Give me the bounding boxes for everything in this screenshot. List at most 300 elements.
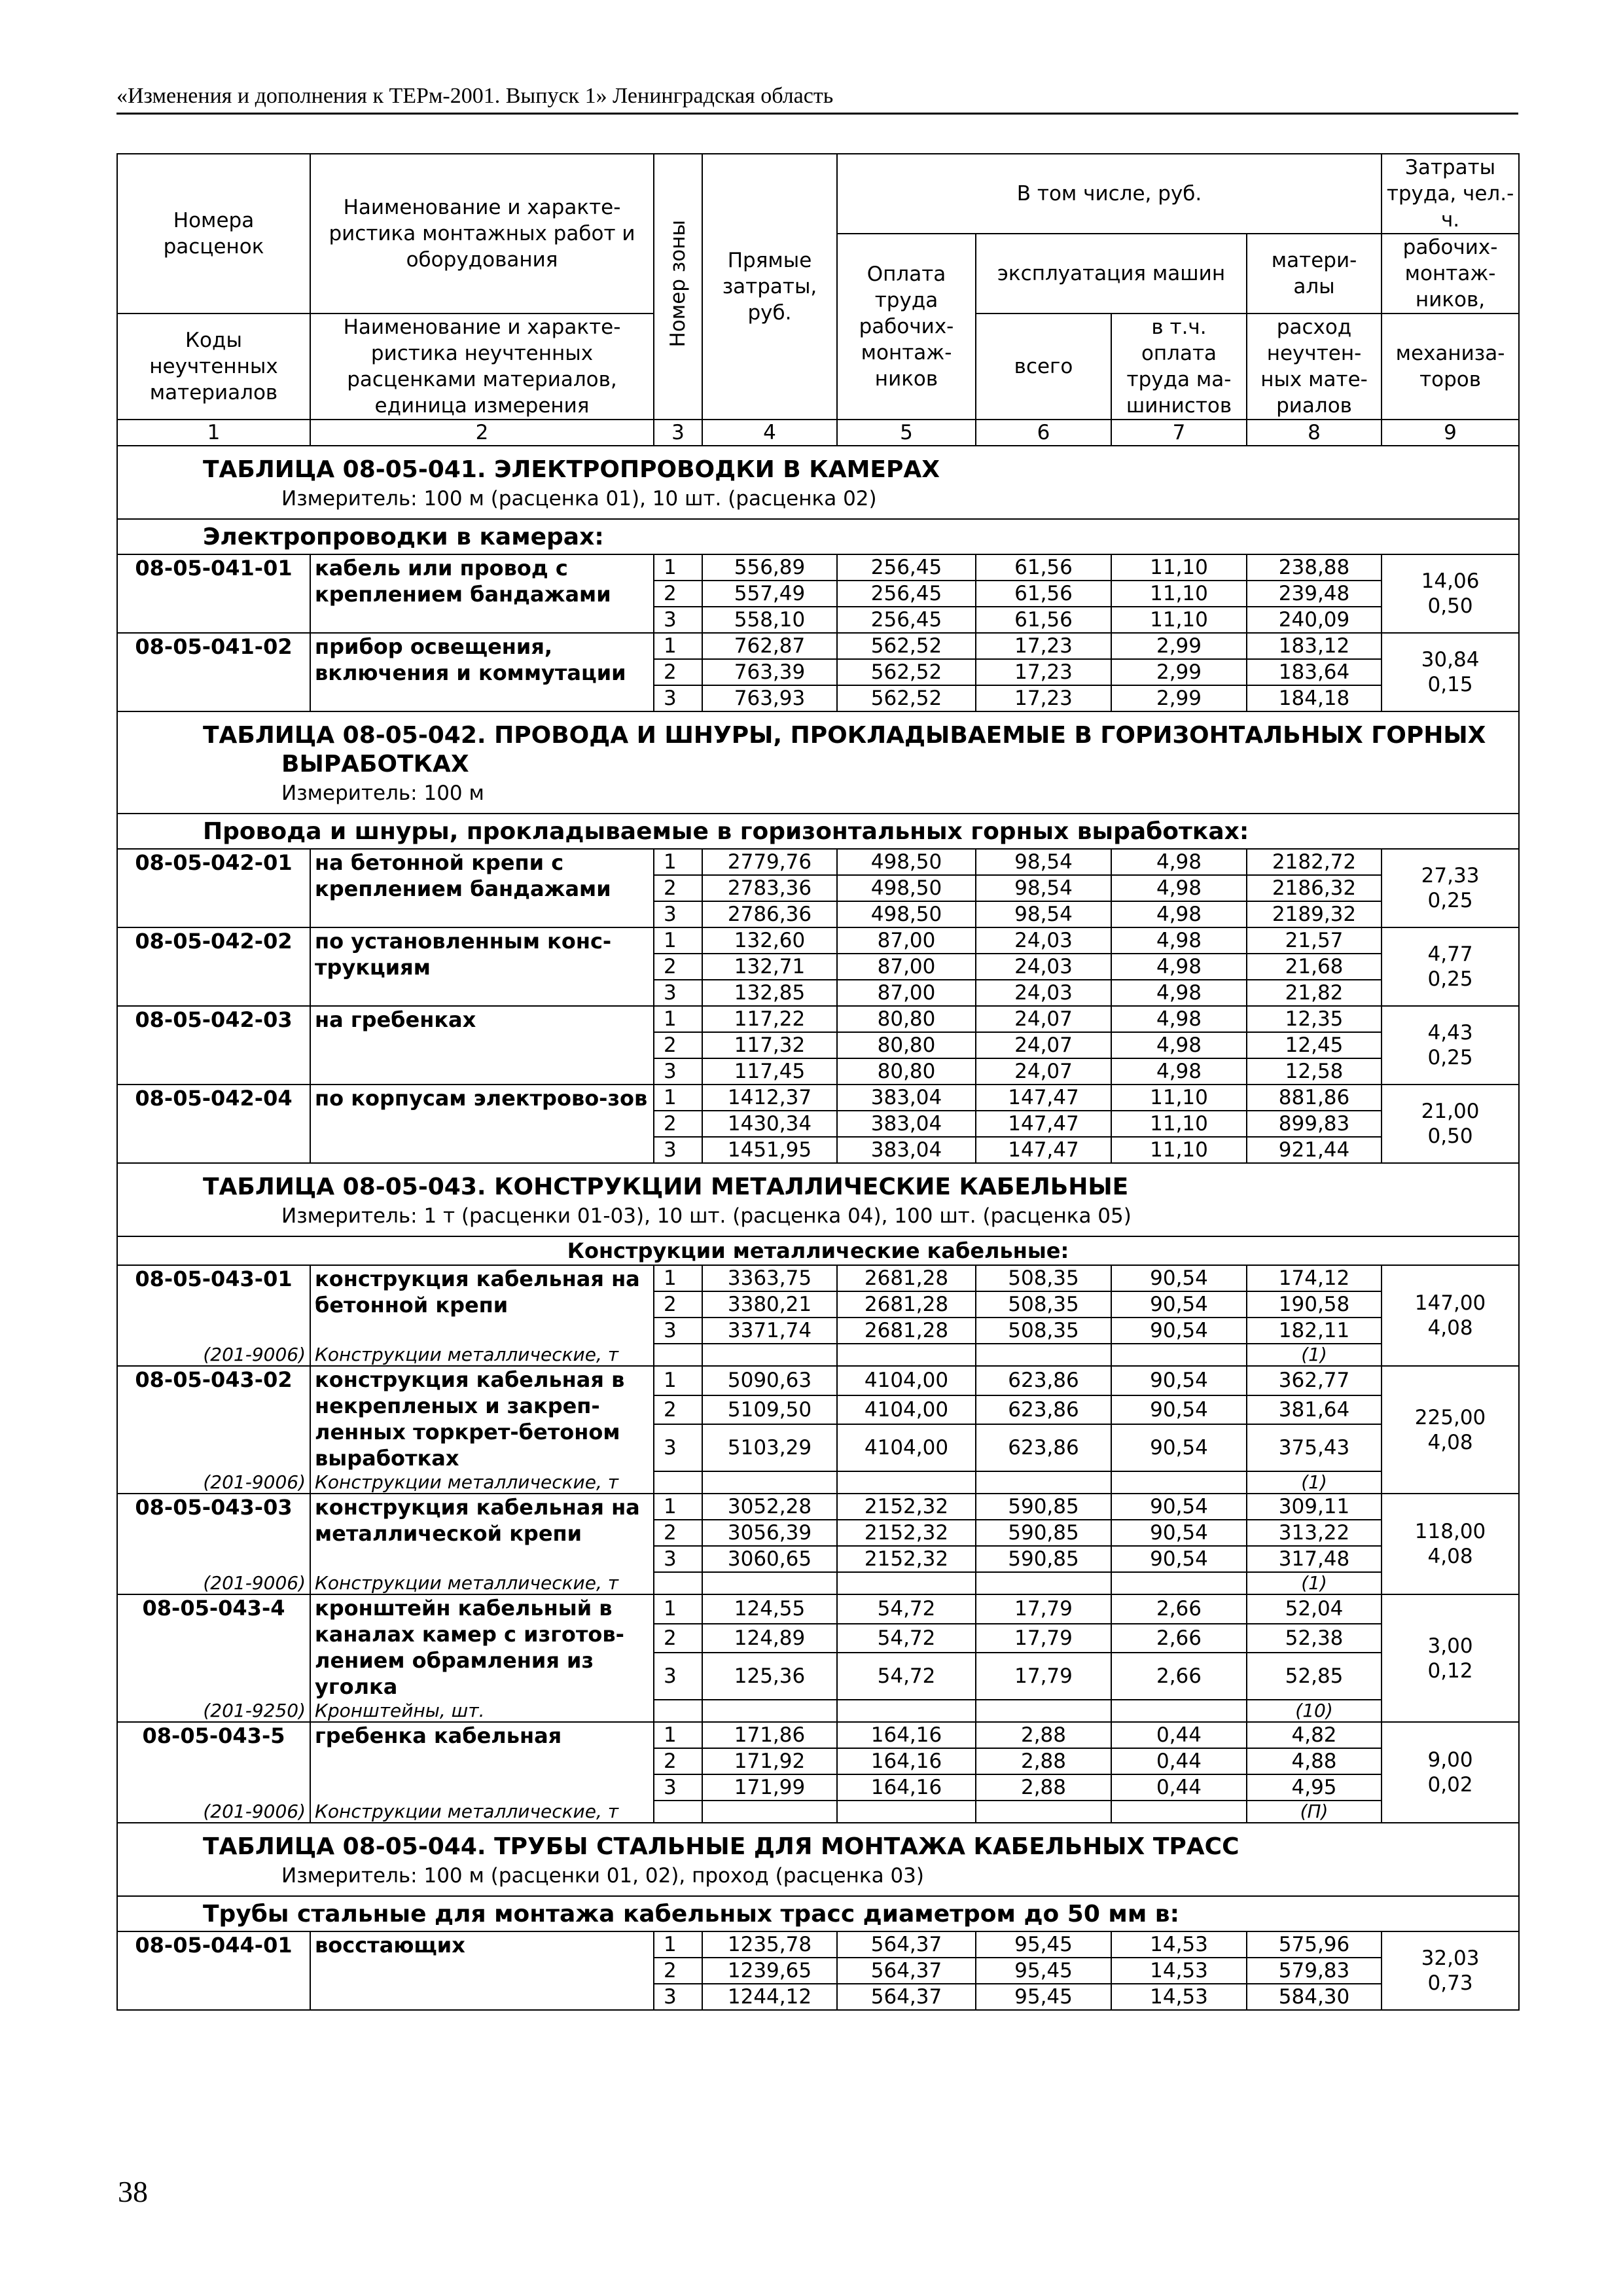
rate-code: 08-05-041-02 [117, 633, 310, 711]
machinist-pay-value: 2,99 [1111, 633, 1247, 659]
materials-value: 184,18 [1247, 685, 1382, 711]
zone-number: 1 [654, 1366, 702, 1395]
table-row [117, 927, 1519, 954]
zone-number: 3 [654, 980, 702, 1006]
material-empty-cell [837, 1801, 976, 1823]
zone-number: 2 [654, 1395, 702, 1425]
work-name: кабель или провод с креплением бандажами [310, 554, 654, 633]
worker-pay-value: 562,52 [837, 659, 976, 685]
machines-total-value: 95,45 [976, 1984, 1111, 2010]
machines-total-value: 623,86 [976, 1366, 1111, 1395]
header-installers: рабочих-монтаж-ников, [1382, 234, 1519, 314]
material-empty-cell [702, 1801, 837, 1823]
labor-operators: 0,25 [1427, 1046, 1473, 1069]
materials-value: 21,82 [1247, 980, 1382, 1006]
header-worker-pay: Оплата труда рабочих-монтаж-ников [837, 234, 976, 420]
zone-number: 3 [654, 1424, 702, 1471]
machinist-pay-value: 0,44 [1111, 1722, 1247, 1748]
labor-installers: 147,00 [1414, 1291, 1486, 1315]
worker-pay-value: 498,50 [837, 849, 976, 875]
section-measure: Измеритель: 100 м (расценка 01), 10 шт. (расценка 02) [117, 486, 1519, 519]
machines-total-value: 590,85 [976, 1546, 1111, 1572]
worker-pay-value: 87,00 [837, 927, 976, 954]
machinist-pay-value: 14,53 [1111, 1958, 1247, 1984]
worker-pay-value: 4104,00 [837, 1366, 976, 1395]
worker-pay-value: 2681,28 [837, 1318, 976, 1344]
direct-costs-value: 3363,75 [702, 1265, 837, 1291]
material-name: Кронштейны, шт. [310, 1700, 654, 1722]
zone-number: 2 [654, 875, 702, 901]
header-including: В том числе, руб. [837, 154, 1382, 234]
machinist-pay-value: 2,99 [1111, 659, 1247, 685]
table-row [117, 1265, 1519, 1291]
direct-costs-value: 3060,65 [702, 1546, 837, 1572]
rates-table [116, 153, 1520, 2011]
labor-installers: 30,84 [1421, 648, 1480, 672]
material-empty-cell [837, 1471, 976, 1494]
labor-operators: 0,50 [1427, 1124, 1473, 1148]
materials-value: 2189,32 [1247, 901, 1382, 927]
zone-number: 1 [654, 1722, 702, 1748]
zone-number: 3 [654, 901, 702, 927]
materials-value: 899,83 [1247, 1111, 1382, 1137]
direct-costs-value: 5109,50 [702, 1395, 837, 1425]
zone-number: 3 [654, 1984, 702, 2010]
zone-number: 3 [654, 1546, 702, 1572]
section-subtitle: Конструкции металлические кабельные: [117, 1236, 1519, 1265]
machines-total-value: 24,07 [976, 1006, 1111, 1032]
worker-pay-value: 256,45 [837, 554, 976, 581]
material-name: Конструкции металлические, т [310, 1344, 654, 1366]
worker-pay-value: 164,16 [837, 1774, 976, 1801]
machinist-pay-value: 2,99 [1111, 685, 1247, 711]
work-name: на гребенках [310, 1006, 654, 1085]
machines-total-value: 24,03 [976, 954, 1111, 980]
rate-code: 08-05-043-01 [117, 1265, 310, 1344]
table-row [117, 1594, 1519, 1624]
material-quantity: (1) [1247, 1471, 1382, 1494]
machinist-pay-value: 14,53 [1111, 1984, 1247, 2010]
materials-value: 4,88 [1247, 1748, 1382, 1774]
material-row [117, 1344, 1519, 1366]
labor-operators: 0,15 [1427, 673, 1473, 696]
zone-number: 1 [654, 927, 702, 954]
direct-costs-value: 171,92 [702, 1748, 837, 1774]
direct-costs-value: 117,32 [702, 1032, 837, 1058]
header-machine-operators: механиза-торов [1382, 314, 1519, 420]
materials-value: 21,57 [1247, 927, 1382, 954]
header-direct-costs: Прямые затраты, руб. [702, 154, 837, 420]
machinist-pay-value: 11,10 [1111, 581, 1247, 607]
material-name: Конструкции металлические, т [310, 1471, 654, 1494]
machines-total-value: 98,54 [976, 849, 1111, 875]
direct-costs-value: 132,85 [702, 980, 837, 1006]
page-number: 38 [118, 2175, 148, 2208]
header-material-codes: Коды неучтенных материалов [117, 314, 310, 420]
worker-pay-value: 54,72 [837, 1653, 976, 1700]
materials-value: 174,12 [1247, 1265, 1382, 1291]
zone-number: 3 [654, 1058, 702, 1085]
direct-costs-value: 763,39 [702, 659, 837, 685]
header-labor-costs: Затраты труда, чел.-ч. [1382, 154, 1519, 234]
materials-value: 317,48 [1247, 1546, 1382, 1572]
labor-installers: 14,06 [1421, 569, 1480, 593]
section-measure: Измеритель: 100 м (расценки 01, 02), проход (расценка 03) [117, 1863, 1519, 1896]
materials-value: 238,88 [1247, 554, 1382, 581]
direct-costs-value: 1239,65 [702, 1958, 837, 1984]
machines-total-value: 98,54 [976, 901, 1111, 927]
table-row [117, 1085, 1519, 1111]
zone-number: 1 [654, 1494, 702, 1520]
labor-installers: 9,00 [1427, 1748, 1473, 1772]
labor-installers: 3,00 [1427, 1634, 1473, 1658]
material-empty-cell [1111, 1801, 1247, 1823]
zone-number: 3 [654, 685, 702, 711]
machines-total-value: 147,47 [976, 1137, 1111, 1163]
table-row [117, 1494, 1519, 1520]
machinist-pay-value: 90,54 [1111, 1366, 1247, 1395]
material-row [117, 1572, 1519, 1594]
zone-number: 2 [654, 1291, 702, 1318]
labor-operators: 4,08 [1427, 1430, 1473, 1454]
worker-pay-value: 256,45 [837, 607, 976, 633]
machines-total-value: 508,35 [976, 1265, 1111, 1291]
materials-value: 182,11 [1247, 1318, 1382, 1344]
material-quantity: (1) [1247, 1572, 1382, 1594]
material-empty-cell [654, 1572, 702, 1594]
machines-total-value: 17,23 [976, 685, 1111, 711]
machinist-pay-value: 11,10 [1111, 607, 1247, 633]
worker-pay-value: 4104,00 [837, 1424, 976, 1471]
direct-costs-value: 2779,76 [702, 849, 837, 875]
machinist-pay-value: 4,98 [1111, 980, 1247, 1006]
worker-pay-value: 54,72 [837, 1624, 976, 1653]
work-name: прибор освещения, включения и коммутации [310, 633, 654, 711]
labor-value [1382, 554, 1519, 633]
material-name: Конструкции металлические, т [310, 1801, 654, 1823]
machines-total-value: 17,79 [976, 1624, 1111, 1653]
header-machine-operation: эксплуатация машин [976, 234, 1247, 314]
worker-pay-value: 564,37 [837, 1958, 976, 1984]
zone-number: 2 [654, 659, 702, 685]
material-code: (201-9250) [117, 1700, 310, 1722]
machines-total-value: 61,56 [976, 581, 1111, 607]
material-row [117, 1700, 1519, 1722]
material-empty-cell [702, 1344, 837, 1366]
worker-pay-value: 498,50 [837, 901, 976, 927]
material-quantity: (П) [1247, 1801, 1382, 1823]
worker-pay-value: 164,16 [837, 1748, 976, 1774]
materials-value: 921,44 [1247, 1137, 1382, 1163]
worker-pay-value: 564,37 [837, 1931, 976, 1958]
labor-value [1382, 1722, 1519, 1823]
table-row [117, 1931, 1519, 1958]
rate-code: 08-05-041-01 [117, 554, 310, 633]
machinist-pay-value: 90,54 [1111, 1318, 1247, 1344]
labor-installers: 4,77 [1427, 942, 1473, 966]
worker-pay-value: 562,52 [837, 633, 976, 659]
worker-pay-value: 256,45 [837, 581, 976, 607]
machines-total-value: 508,35 [976, 1318, 1111, 1344]
table-row [117, 849, 1519, 875]
direct-costs-value: 3380,21 [702, 1291, 837, 1318]
material-empty-cell [976, 1572, 1111, 1594]
zone-number: 1 [654, 849, 702, 875]
labor-operators: 0,02 [1427, 1773, 1473, 1797]
material-empty-cell [837, 1344, 976, 1366]
work-name: гребенка кабельная [310, 1722, 654, 1801]
header-zone-number: Номер зоны [654, 154, 702, 420]
direct-costs-value: 3052,28 [702, 1494, 837, 1520]
worker-pay-value: 2681,28 [837, 1265, 976, 1291]
machines-total-value: 24,03 [976, 927, 1111, 954]
table-row [117, 1366, 1519, 1395]
materials-value: 52,38 [1247, 1624, 1382, 1653]
labor-installers: 118,00 [1414, 1520, 1486, 1543]
machines-total-value: 623,86 [976, 1424, 1111, 1471]
work-name: кронштейн кабельный в каналах камер с изготов-лением обрамления из уголка [310, 1594, 654, 1700]
materials-value: 183,12 [1247, 633, 1382, 659]
labor-operators: 0,12 [1427, 1659, 1473, 1683]
section-measure: Измеритель: 100 м [117, 780, 1519, 814]
material-row [117, 1471, 1519, 1494]
material-empty-cell [702, 1700, 837, 1722]
machinist-pay-value: 11,10 [1111, 554, 1247, 581]
machinist-pay-value: 4,98 [1111, 849, 1247, 875]
machinist-pay-value: 90,54 [1111, 1546, 1247, 1572]
material-empty-cell [837, 1572, 976, 1594]
material-empty-cell [976, 1344, 1111, 1366]
machines-total-value: 2,88 [976, 1774, 1111, 1801]
work-name: конструкция кабельная на бетонной крепи [310, 1265, 654, 1344]
rate-code: 08-05-044-01 [117, 1931, 310, 2010]
direct-costs-value: 117,22 [702, 1006, 837, 1032]
header-material-consumption: расход неучтен-ных мате-риалов [1247, 314, 1382, 420]
direct-costs-value: 1235,78 [702, 1931, 837, 1958]
work-name: на бетонной крепи с креплением бандажами [310, 849, 654, 927]
machines-total-value: 147,47 [976, 1085, 1111, 1111]
zone-number: 2 [654, 1624, 702, 1653]
materials-value: 12,45 [1247, 1032, 1382, 1058]
materials-value: 2182,72 [1247, 849, 1382, 875]
work-name: по установленным конс-трукциям [310, 927, 654, 1006]
rate-code: 08-05-042-04 [117, 1085, 310, 1163]
direct-costs-value: 558,10 [702, 607, 837, 633]
machinist-pay-value: 90,54 [1111, 1520, 1247, 1546]
direct-costs-value: 557,49 [702, 581, 837, 607]
direct-costs-value: 763,93 [702, 685, 837, 711]
labor-installers: 225,00 [1414, 1405, 1486, 1429]
direct-costs-value: 124,55 [702, 1594, 837, 1624]
materials-value: 575,96 [1247, 1931, 1382, 1958]
machinist-pay-value: 2,66 [1111, 1624, 1247, 1653]
zone-number: 3 [654, 1653, 702, 1700]
direct-costs-value: 117,45 [702, 1058, 837, 1085]
machinist-pay-value: 90,54 [1111, 1265, 1247, 1291]
materials-value: 579,83 [1247, 1958, 1382, 1984]
labor-value [1382, 1366, 1519, 1494]
zone-number: 1 [654, 1265, 702, 1291]
worker-pay-value: 87,00 [837, 980, 976, 1006]
machinist-pay-value: 4,98 [1111, 1032, 1247, 1058]
material-empty-cell [976, 1700, 1111, 1722]
direct-costs-value: 1451,95 [702, 1137, 837, 1163]
worker-pay-value: 562,52 [837, 685, 976, 711]
zone-number: 3 [654, 1318, 702, 1344]
material-empty-cell [1111, 1700, 1247, 1722]
direct-costs-value: 1412,37 [702, 1085, 837, 1111]
worker-pay-value: 87,00 [837, 954, 976, 980]
rate-code: 08-05-043-02 [117, 1366, 310, 1471]
machines-total-value: 61,56 [976, 554, 1111, 581]
machines-total-value: 95,45 [976, 1931, 1111, 1958]
labor-value [1382, 1006, 1519, 1085]
direct-costs-value: 3371,74 [702, 1318, 837, 1344]
worker-pay-value: 2152,32 [837, 1520, 976, 1546]
labor-operators: 4,08 [1427, 1545, 1473, 1568]
machinist-pay-value: 90,54 [1111, 1494, 1247, 1520]
material-code: (201-9006) [117, 1344, 310, 1366]
machinist-pay-value: 4,98 [1111, 1006, 1247, 1032]
machines-total-value: 24,03 [976, 980, 1111, 1006]
machines-total-value: 2,88 [976, 1748, 1111, 1774]
direct-costs-value: 556,89 [702, 554, 837, 581]
header-machines-total: всего [976, 314, 1111, 420]
material-empty-cell [654, 1344, 702, 1366]
material-empty-cell [837, 1700, 976, 1722]
materials-value: 309,11 [1247, 1494, 1382, 1520]
material-empty-cell [654, 1700, 702, 1722]
machines-total-value: 623,86 [976, 1395, 1111, 1425]
material-quantity: (10) [1247, 1700, 1382, 1722]
labor-installers: 4,43 [1427, 1021, 1473, 1045]
machinist-pay-value: 90,54 [1111, 1291, 1247, 1318]
price-table [116, 153, 1518, 2011]
machines-total-value: 17,23 [976, 659, 1111, 685]
section-subtitle: Трубы стальные для монтажа кабельных трасс диаметром до 50 мм в: [117, 1896, 1519, 1931]
materials-value: 381,64 [1247, 1395, 1382, 1425]
section-title: ТАБЛИЦА 08-05-041. ЭЛЕКТРОПРОВОДКИ В КАМЕРАХ [117, 446, 1519, 486]
machines-total-value: 17,23 [976, 633, 1111, 659]
worker-pay-value: 80,80 [837, 1058, 976, 1085]
work-name: конструкция кабельная в некрепленых и закреп-ленных торкрет-бетоном выработках [310, 1366, 654, 1471]
running-head: «Изменения и дополнения к ТЕРм-2001. Выпуск 1» Ленинградская область [116, 84, 1518, 115]
labor-value [1382, 1494, 1519, 1594]
materials-value: 4,95 [1247, 1774, 1382, 1801]
material-empty-cell [702, 1471, 837, 1494]
zone-number: 1 [654, 1931, 702, 1958]
zone-number: 2 [654, 1958, 702, 1984]
worker-pay-value: 564,37 [837, 1984, 976, 2010]
direct-costs-value: 762,87 [702, 633, 837, 659]
labor-value [1382, 927, 1519, 1006]
rate-code: 08-05-043-03 [117, 1494, 310, 1572]
direct-costs-value: 1244,12 [702, 1984, 837, 2010]
materials-value: 362,77 [1247, 1366, 1382, 1395]
material-empty-cell [1111, 1471, 1247, 1494]
rate-code: 08-05-042-02 [117, 927, 310, 1006]
materials-value: 240,09 [1247, 607, 1382, 633]
materials-value: 183,64 [1247, 659, 1382, 685]
section-title: ТАБЛИЦА 08-05-044. ТРУБЫ СТАЛЬНЫЕ ДЛЯ МОНТАЖА КАБЕЛЬНЫХ ТРАСС [117, 1823, 1519, 1863]
zone-number: 2 [654, 1520, 702, 1546]
machinist-pay-value: 0,44 [1111, 1748, 1247, 1774]
labor-operators: 0,25 [1427, 967, 1473, 991]
section-subtitle: Провода и шнуры, прокладываемые в горизонтальных горных выработках: [117, 814, 1519, 849]
worker-pay-value: 164,16 [837, 1722, 976, 1748]
zone-number: 1 [654, 1594, 702, 1624]
materials-value: 584,30 [1247, 1984, 1382, 2010]
direct-costs-value: 125,36 [702, 1653, 837, 1700]
work-name: по корпусам электрово-зов [310, 1085, 654, 1163]
machines-total-value: 61,56 [976, 607, 1111, 633]
header-materials: матери-алы [1247, 234, 1382, 314]
material-name: Конструкции металлические, т [310, 1572, 654, 1594]
material-code: (201-9006) [117, 1471, 310, 1494]
labor-value [1382, 633, 1519, 711]
section-title: ТАБЛИЦА 08-05-042. ПРОВОДА И ШНУРЫ, ПРОКЛАДЫВАЕМЫЕ В ГОРИЗОНТАЛЬНЫХ ГОРНЫХ ВЫРАБОТКАХ [117, 711, 1519, 780]
labor-installers: 21,00 [1421, 1100, 1480, 1123]
materials-value: 239,48 [1247, 581, 1382, 607]
material-row [117, 1801, 1519, 1823]
labor-installers: 27,33 [1421, 864, 1480, 888]
direct-costs-value: 5090,63 [702, 1366, 837, 1395]
materials-value: 52,04 [1247, 1594, 1382, 1624]
materials-value: 2186,32 [1247, 875, 1382, 901]
materials-value: 21,68 [1247, 954, 1382, 980]
materials-value: 375,43 [1247, 1424, 1382, 1471]
zone-number: 1 [654, 1085, 702, 1111]
zone-number: 3 [654, 1137, 702, 1163]
material-empty-cell [976, 1471, 1111, 1494]
table-row [117, 1722, 1519, 1748]
worker-pay-value: 498,50 [837, 875, 976, 901]
zone-number: 2 [654, 1032, 702, 1058]
materials-value: 52,85 [1247, 1653, 1382, 1700]
rate-code: 08-05-042-01 [117, 849, 310, 927]
materials-value: 12,58 [1247, 1058, 1382, 1085]
table-row [117, 554, 1519, 581]
machinist-pay-value: 4,98 [1111, 954, 1247, 980]
table-row [117, 633, 1519, 659]
labor-value [1382, 1931, 1519, 2010]
machines-total-value: 147,47 [976, 1111, 1111, 1137]
material-empty-cell [976, 1801, 1111, 1823]
zone-number: 1 [654, 1006, 702, 1032]
machinist-pay-value: 90,54 [1111, 1424, 1247, 1471]
header-work-name: Наименование и характе-ристика монтажных работ и оборудования [310, 154, 654, 314]
materials-value: 881,86 [1247, 1085, 1382, 1111]
machinist-pay-value: 90,54 [1111, 1395, 1247, 1425]
worker-pay-value: 383,04 [837, 1137, 976, 1163]
worker-pay-value: 54,72 [837, 1594, 976, 1624]
labor-operators: 4,08 [1427, 1316, 1473, 1340]
machines-total-value: 2,88 [976, 1722, 1111, 1748]
labor-value [1382, 1265, 1519, 1366]
zone-number: 2 [654, 954, 702, 980]
material-empty-cell [654, 1471, 702, 1494]
machines-total-value: 590,85 [976, 1520, 1111, 1546]
worker-pay-value: 2681,28 [837, 1291, 976, 1318]
worker-pay-value: 2152,32 [837, 1494, 976, 1520]
direct-costs-value: 171,86 [702, 1722, 837, 1748]
work-name: конструкция кабельная на металлической крепи [310, 1494, 654, 1572]
labor-operators: 0,73 [1427, 1971, 1473, 1995]
labor-value [1382, 1594, 1519, 1722]
machines-total-value: 17,79 [976, 1594, 1111, 1624]
machines-total-value: 590,85 [976, 1494, 1111, 1520]
worker-pay-value: 383,04 [837, 1111, 976, 1137]
